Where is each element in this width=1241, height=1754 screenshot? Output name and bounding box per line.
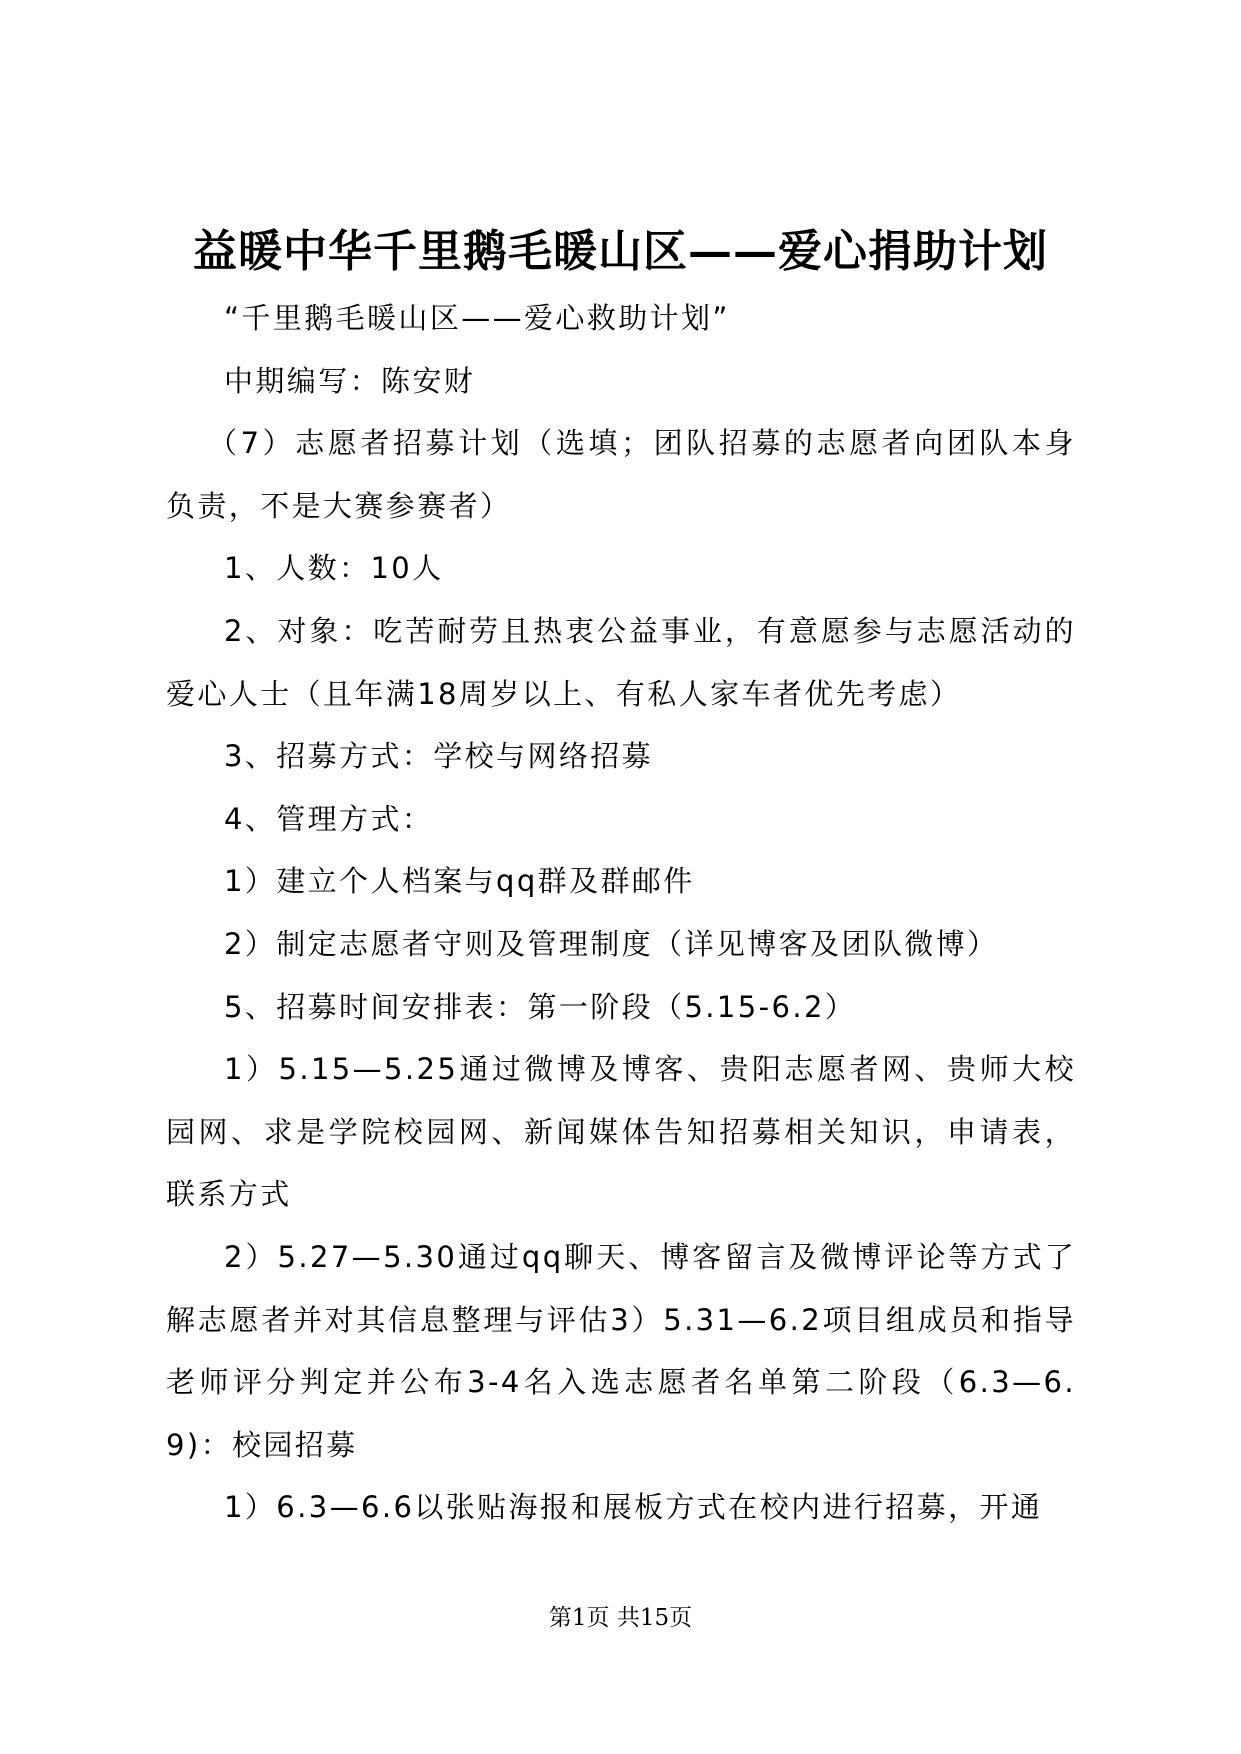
paragraph-target: 2、对象：吃苦耐劳且热衷公益事业，有意愿参与志愿活动的爱心人士（且年满18周岁以上、有私人家车者优先考虑）: [166, 613, 1076, 711]
author-line: 中期编写：陈安财: [224, 363, 476, 398]
page-footer: 第1页 共15页: [548, 1605, 693, 1631]
paragraph-management-2: 2）制定志愿者守则及管理制度（详见博客及团队微博）: [224, 926, 999, 961]
paragraph-headcount: 1、人数：10人: [224, 551, 444, 586]
document-body: [166, 287, 1076, 1539]
paragraph-management-1: 1）建立个人档案与qq群及群邮件: [224, 864, 695, 899]
document-title: 益暖中华千里鹅毛暖山区——爱心捐助计划: [193, 226, 1048, 277]
subtitle-quote: “千里鹅毛暖山区——爱心救助计划”: [224, 301, 730, 335]
paragraph-volunteer-plan: （7）志愿者招募计划（选填；团队招募的志愿者向团队本身负责，不是大赛参赛者）: [166, 426, 1076, 523]
paragraph-schedule-3: 1）6.3—6.6以张贴海报和展板方式在校内进行招募，开通: [224, 1490, 1043, 1525]
paragraph-schedule-2: 2）5.27—5.30通过qq聊天、博客留言及微博评论等方式了解志愿者并对其信息整理与评估3）5.31—6.2项目组成员和指导老师评分判定并公布3-4名入选志愿者名单第二阶段（6.3—6.9)：校园招募: [166, 1239, 1076, 1462]
paragraph-management: 4、管理方式：: [224, 801, 434, 836]
paragraph-schedule: 5、招募时间安排表：第一阶段（5.15-6.2）: [224, 989, 857, 1024]
paragraph-recruit-method: 3、招募方式：学校与网络招募: [224, 739, 654, 774]
paragraph-schedule-1: 1）5.15—5.25通过微博及博客、贵阳志愿者网、贵师大校园网、求是学院校园网、新闻媒体告知招募相关知识，申请表，联系方式: [166, 1052, 1076, 1212]
